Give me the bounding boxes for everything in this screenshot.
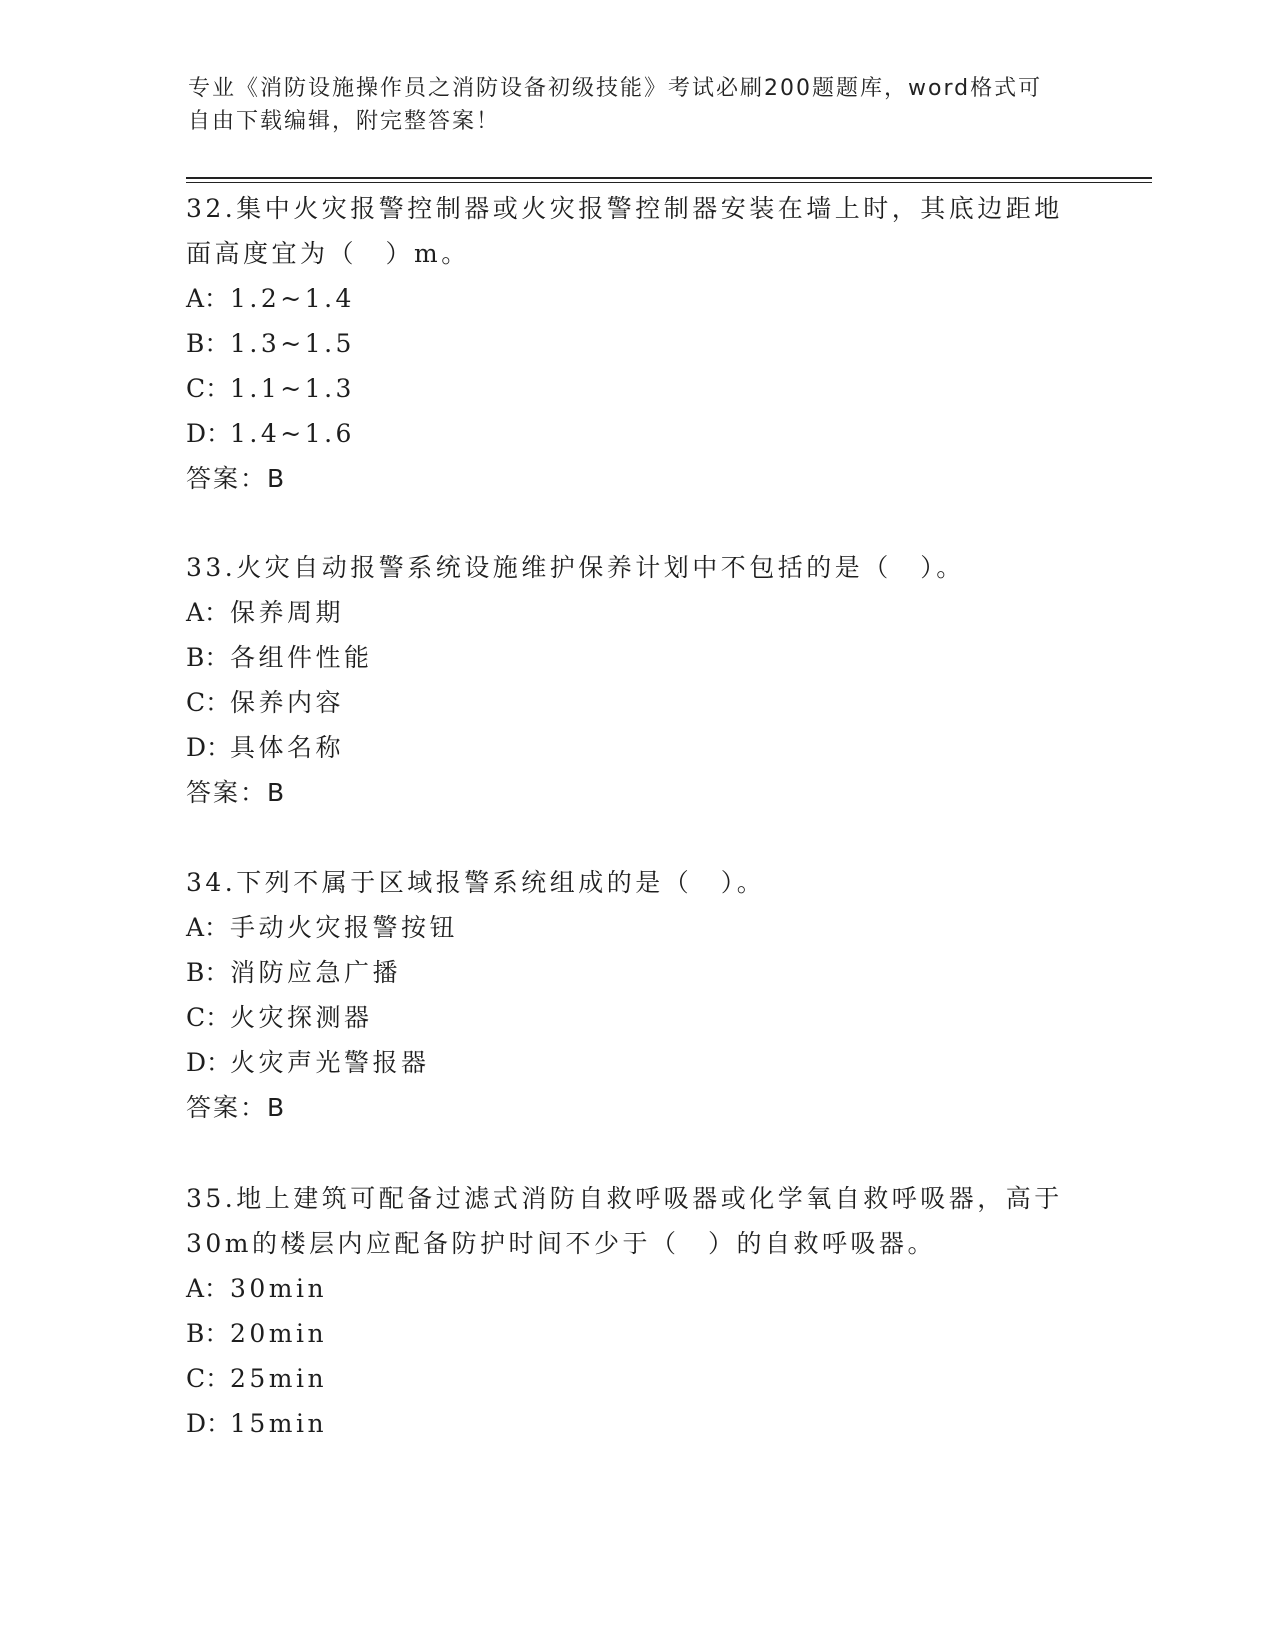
option-d xyxy=(186,411,1086,456)
answer-line xyxy=(186,1085,1086,1130)
option-c xyxy=(186,995,1086,1040)
answer-line xyxy=(186,456,1086,501)
question-34 xyxy=(186,860,1086,1130)
option-key: D： xyxy=(186,1409,232,1438)
option-key: A： xyxy=(186,1274,230,1303)
option-text: 20min xyxy=(230,1319,328,1348)
header-line-1: 专业《消防设施操作员之消防设备初级技能》考试必刷200题题库，word格式可 xyxy=(188,76,1043,101)
option-c xyxy=(186,680,1086,725)
option-key: B： xyxy=(186,1319,230,1348)
option-a xyxy=(186,276,1086,321)
option-text: 火灾探测器 xyxy=(230,1003,373,1032)
option-d xyxy=(186,725,1086,770)
question-35 xyxy=(186,1176,1086,1446)
question-stem: 35.地上建筑可配备过滤式消防自救呼吸器或化学氧自救呼吸器，高于30m的楼层内应配备防护时间不少于（ ）的自救呼吸器。 xyxy=(186,1184,1063,1258)
option-text: 消防应急广播 xyxy=(230,958,402,987)
question-stem: 33.火灾自动报警系统设施维护保养计划中不包括的是（ ）。 xyxy=(186,553,965,582)
answer-value: B xyxy=(267,778,287,807)
option-b xyxy=(186,1311,1086,1356)
option-key: C： xyxy=(186,1003,231,1032)
option-d xyxy=(186,1401,1086,1446)
question-32 xyxy=(186,186,1086,501)
option-key: D： xyxy=(186,419,232,448)
option-text: 手动火灾报警按钮 xyxy=(230,913,459,942)
option-a xyxy=(186,590,1086,635)
option-text: 火灾声光警报器 xyxy=(230,1048,430,1077)
question-stem: 32.集中火灾报警控制器或火灾报警控制器安装在墙上时，其底边距地面高度宜为（ ）m。 xyxy=(186,194,1063,268)
answer-value: B xyxy=(267,464,287,493)
option-text: 30min xyxy=(230,1274,328,1303)
answer-line xyxy=(186,770,1086,815)
question-33 xyxy=(186,545,1086,815)
option-c xyxy=(186,366,1086,411)
option-key: D： xyxy=(186,1048,232,1077)
option-key: B： xyxy=(186,329,230,358)
option-d xyxy=(186,1040,1086,1085)
option-b xyxy=(186,950,1086,995)
option-text: 具体名称 xyxy=(230,733,345,762)
option-a xyxy=(186,1266,1086,1311)
option-key: B： xyxy=(186,643,230,672)
option-key: B： xyxy=(186,958,230,987)
option-key: A： xyxy=(186,913,230,942)
option-key: C： xyxy=(186,1364,231,1393)
answer-label: 答案： xyxy=(186,464,268,493)
option-text: 15min xyxy=(230,1409,328,1438)
header-divider-thin xyxy=(186,182,1152,183)
option-c xyxy=(186,1356,1086,1401)
option-text: 保养周期 xyxy=(230,598,345,627)
option-b xyxy=(186,635,1086,680)
answer-value: B xyxy=(267,1093,287,1122)
option-b xyxy=(186,321,1086,366)
option-key: C： xyxy=(186,374,231,403)
option-key: A： xyxy=(186,598,230,627)
answer-label: 答案： xyxy=(186,778,268,807)
option-text: 各组件性能 xyxy=(230,643,373,672)
option-text: 保养内容 xyxy=(230,688,345,717)
header-line-2: 自由下载编辑，附完整答案！ xyxy=(188,109,501,134)
option-text: 1.4~1.6 xyxy=(230,419,355,448)
document-header xyxy=(188,72,1088,138)
option-text: 1.3~1.5 xyxy=(230,329,355,358)
option-key: C： xyxy=(186,688,231,717)
question-stem: 34.下列不属于区域报警系统组成的是（ ）。 xyxy=(186,868,766,897)
option-a xyxy=(186,905,1086,950)
answer-label: 答案： xyxy=(186,1093,268,1122)
option-key: A： xyxy=(186,284,230,313)
option-text: 1.2~1.4 xyxy=(230,284,355,313)
option-key: D： xyxy=(186,733,232,762)
option-text: 25min xyxy=(230,1364,328,1393)
option-text: 1.1~1.3 xyxy=(230,374,355,403)
header-divider-thick xyxy=(186,177,1152,179)
